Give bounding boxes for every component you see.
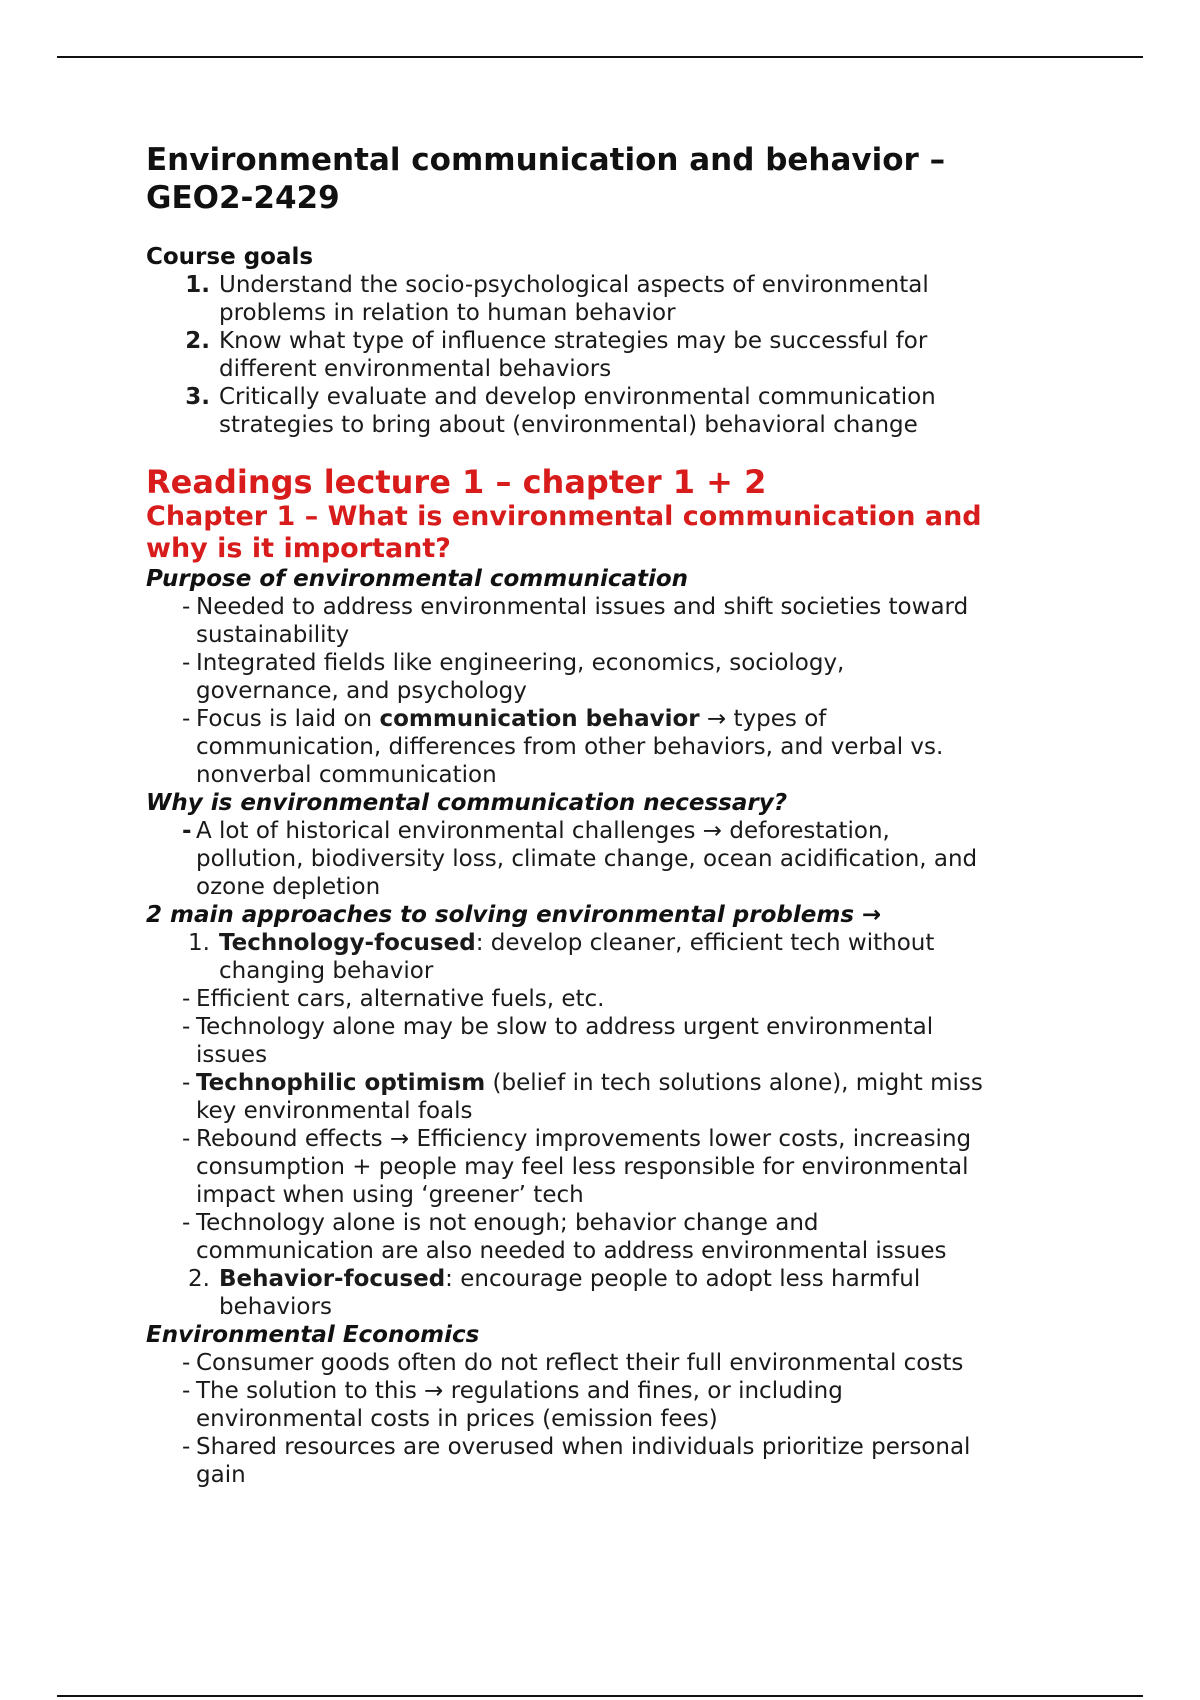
why-heading: Why is environmental communication necessary? — [146, 790, 788, 816]
bullet-dash: - — [182, 1210, 191, 1236]
list-number: 3. — [185, 384, 210, 410]
purpose-heading: Purpose of environmental communication — [146, 566, 689, 592]
list-item: - Focus is laid on communication behavior → types of communication, differences from other behaviors, and verbal vs. nonverbal communication — [146, 705, 1066, 789]
list-item: - Technology alone may be slow to address urgent environmental issues — [146, 1013, 1066, 1069]
list-item: 1. Technology-focused: develop cleaner, efficient tech without changing behavior — [146, 929, 1066, 985]
readings-heading: Readings lecture 1 – chapter 1 + 2 — [146, 463, 767, 501]
list-item: - Technology alone is not enough; behavior change and communication are also needed to address environmental issues — [146, 1209, 1066, 1265]
economics-heading: Environmental Economics — [146, 1322, 480, 1348]
course-goals-list — [146, 271, 1066, 439]
bullet-dash: - — [182, 706, 191, 732]
bullet-dash: - — [182, 1126, 191, 1152]
list-item: 1. Understand the socio-psychological aspects of environmental problems in relation to human behavior — [146, 271, 1066, 327]
bullet-dash: - — [182, 1434, 191, 1460]
list-item: 2. Know what type of influence strategies may be successful for different environmental behaviors — [146, 327, 1066, 383]
list-number: 2. — [185, 328, 210, 354]
bullet-dash: - — [182, 594, 191, 620]
list-item: - Technophilic optimism (belief in tech solutions alone), might miss key environmental foals — [146, 1069, 1066, 1125]
bullet-dash: - — [182, 650, 191, 676]
list-item: - Rebound effects → Efficiency improvements lower costs, increasing consumption + people may feel less responsible for environmental impact when using ‘greener’ tech — [146, 1125, 1066, 1209]
list-item: - Needed to address environmental issues and shift societies toward sustainability — [146, 593, 1066, 649]
header-rule — [57, 56, 1143, 58]
approaches-heading: 2 main approaches to solving environmental problems → — [146, 902, 882, 928]
document-body — [146, 141, 1066, 1489]
list-item: - Efficient cars, alternative fuels, etc. — [146, 985, 1066, 1013]
list-number: 1. — [188, 930, 210, 956]
list-item: - A lot of historical environmental challenges → deforestation, pollution, biodiversity loss, climate change, ocean acidification, and ozone depletion — [146, 817, 1066, 901]
list-item: - Consumer goods often do not reflect their full environmental costs — [146, 1349, 1066, 1377]
document-title: Environmental communication and behavior – GEO2-2429 — [146, 142, 946, 216]
list-item: 3. Critically evaluate and develop environmental communication strategies to bring about (environmental) behavioral change — [146, 383, 1066, 439]
bullet-dash: - — [182, 1070, 191, 1096]
footer-rule — [57, 1695, 1143, 1697]
bullet-dash: - — [182, 1014, 191, 1040]
bullet-dash: - — [182, 1350, 191, 1376]
course-goals-heading: Course goals — [146, 244, 314, 270]
bullet-dash: - — [182, 1378, 191, 1404]
list-item: 2. Behavior-focused: encourage people to adopt less harmful behaviors — [146, 1265, 1066, 1321]
bullet-dash: - — [182, 818, 192, 844]
list-item: - Integrated fields like engineering, economics, sociology, governance, and psychology — [146, 649, 1066, 705]
chapter-heading: Chapter 1 – What is environmental communication and why is it important? — [146, 501, 982, 564]
bullet-dash: - — [182, 986, 191, 1012]
list-number: 2. — [188, 1266, 210, 1292]
list-item: - Shared resources are overused when individuals prioritize personal gain — [146, 1433, 1066, 1489]
list-item: - The solution to this → regulations and fines, or including environmental costs in prices (emission fees) — [146, 1377, 1066, 1433]
list-number: 1. — [185, 272, 210, 298]
